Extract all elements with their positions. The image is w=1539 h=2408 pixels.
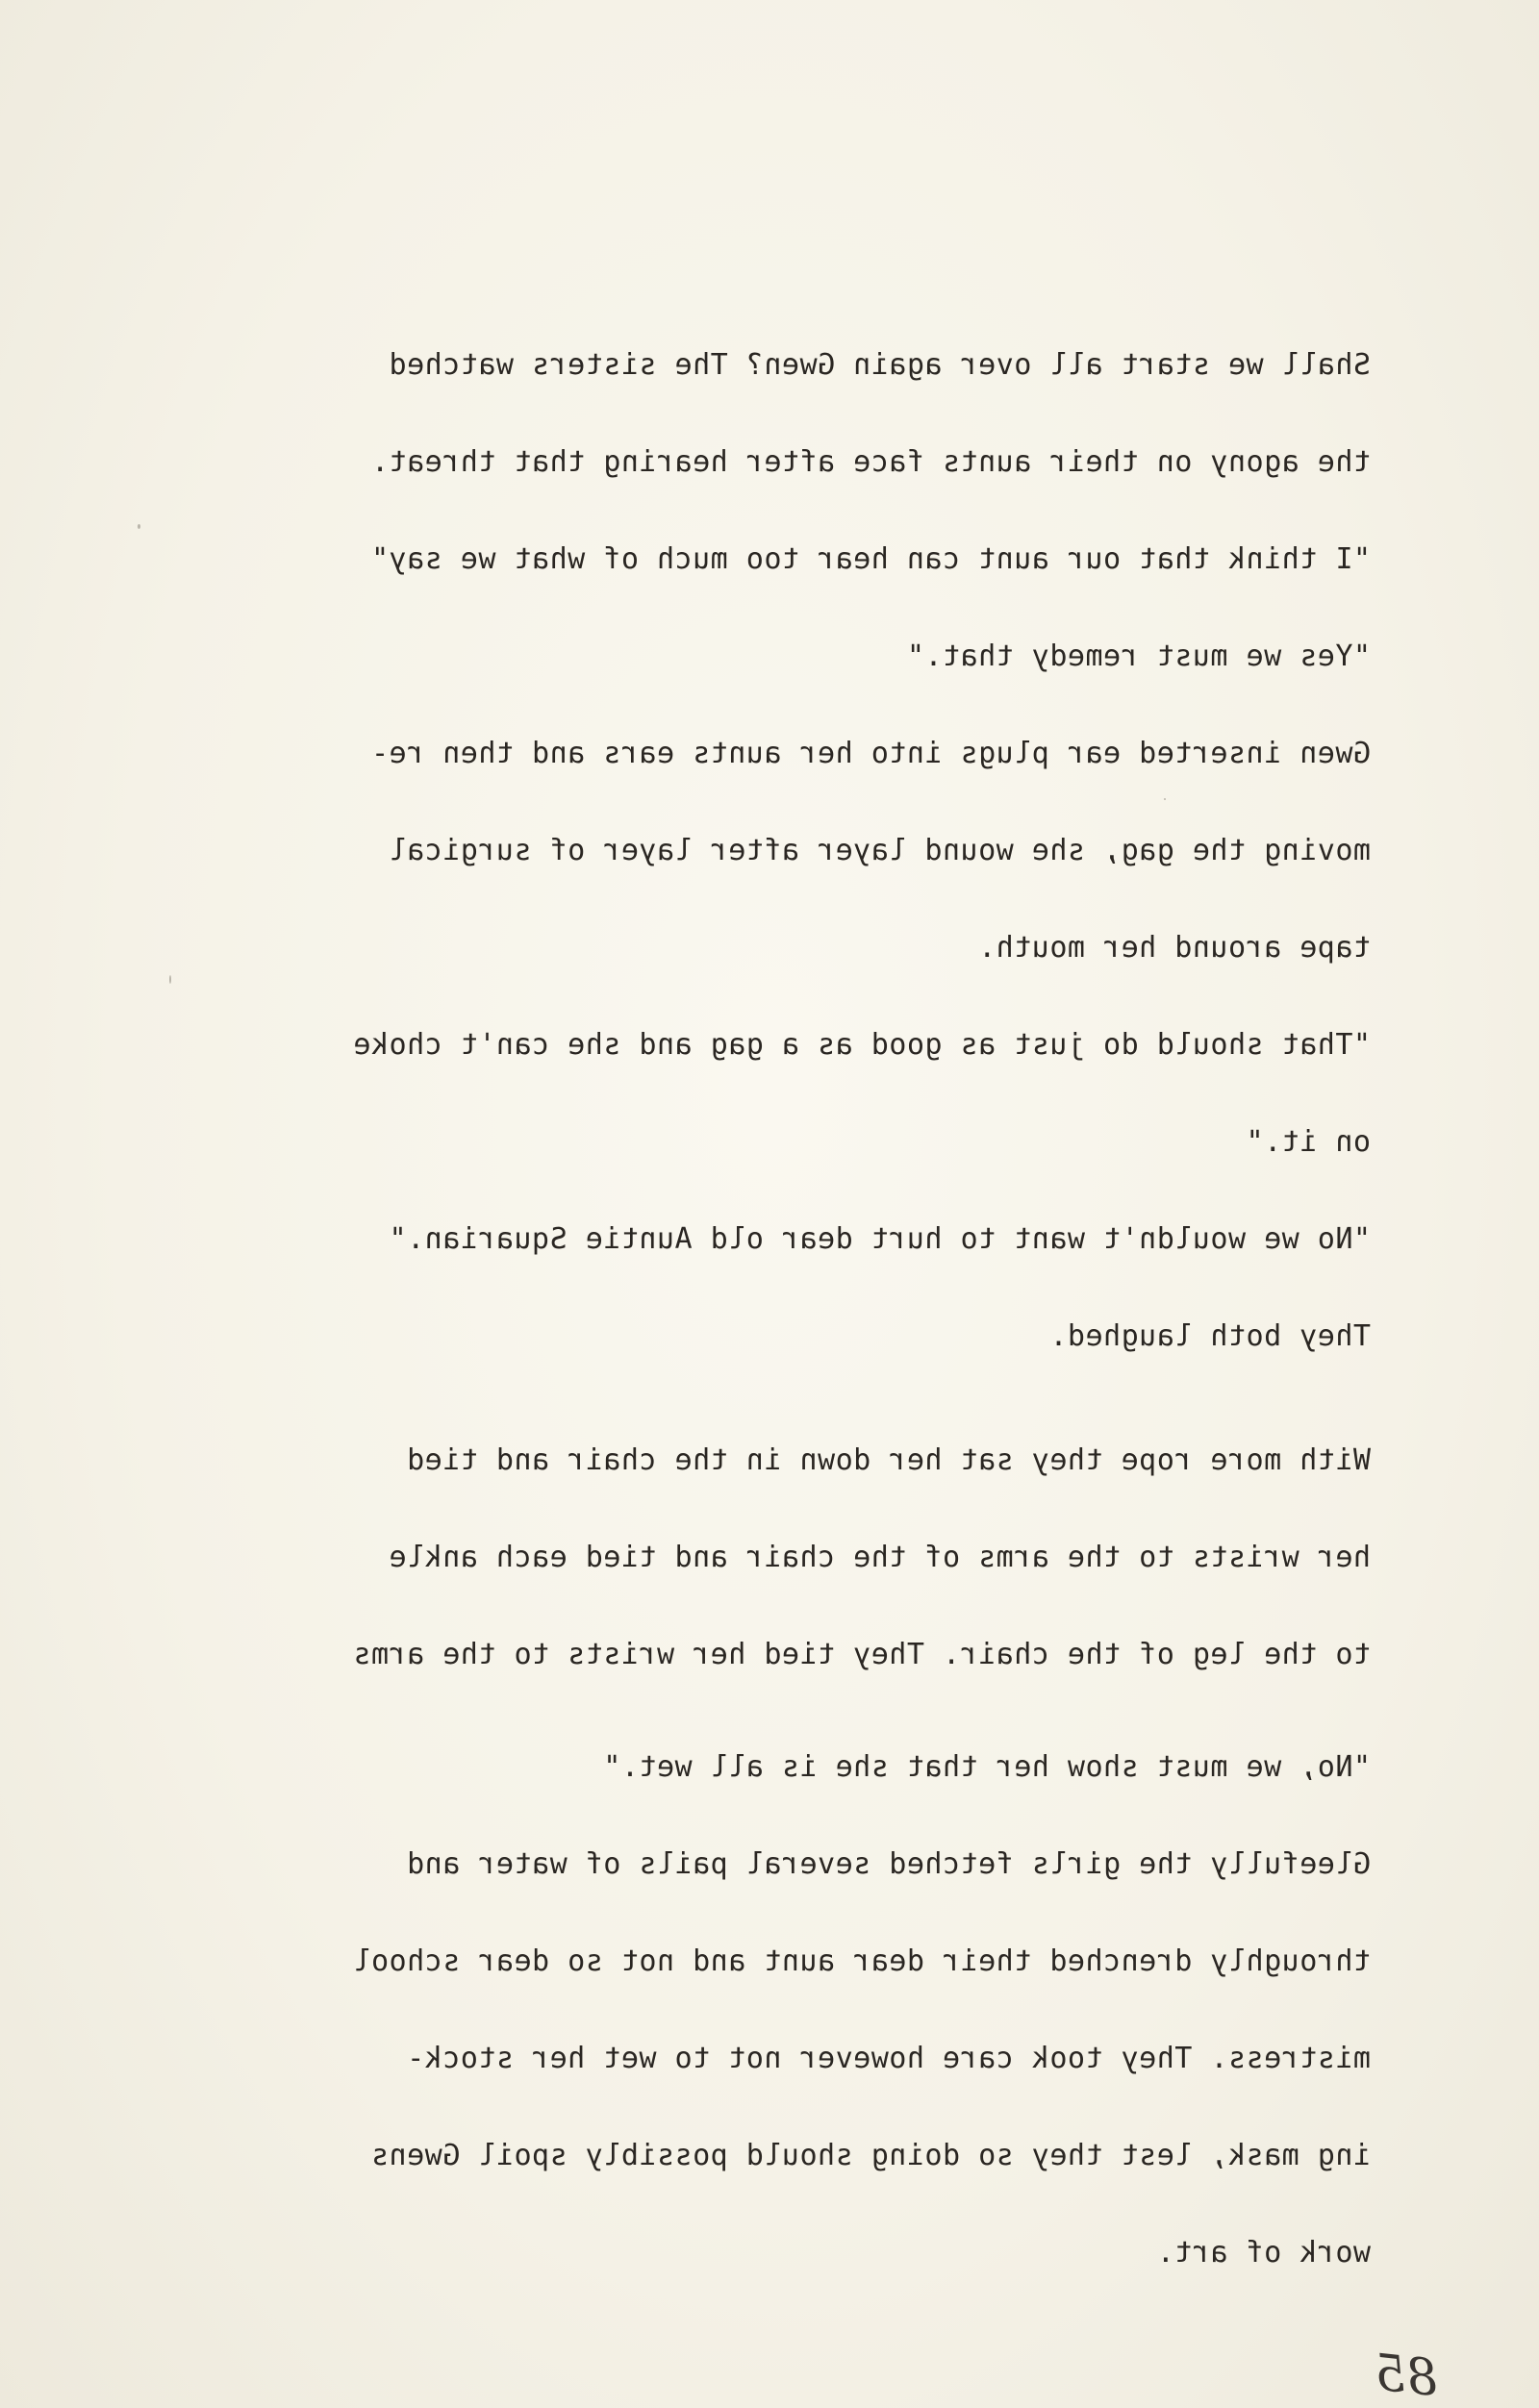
text-line: Gwen inserted ear plugs into her aunts ears and then re- <box>370 737 1371 770</box>
text-line: moving the gag, she wound layer after layer of surgical <box>389 834 1371 867</box>
text-line: work of art. <box>1156 2236 1371 2270</box>
page-number: 85 <box>1371 2344 1441 2408</box>
text-line: "That should do just as good as a gag and she can't choke <box>352 1028 1371 1062</box>
text-line: the agony on their aunts face after hearing that threat. <box>370 445 1371 479</box>
text-line: tape around her mouth. <box>977 931 1371 965</box>
text-line: They both laughed. <box>1048 1319 1371 1353</box>
text-line: on it." <box>1246 1125 1371 1159</box>
typed-text-block <box>168 346 1371 2331</box>
text-line: "I think that our aunt can hear too much of what we say" <box>370 542 1371 576</box>
text-line: mistress. They took care however not to wet her stock- <box>406 2042 1371 2075</box>
text-line: throughly drenched their dear aunt and not so dear school <box>352 1944 1371 1978</box>
text-line: ing mask, lest they so doing should possibly spoil Gwens <box>370 2139 1371 2172</box>
text-line: Shall we start all over again Gwen? The sisters watched <box>389 348 1371 382</box>
text-line: Gleefully the girls fetched several pails of water and <box>406 1847 1371 1881</box>
text-line: "Yes we must remedy that." <box>906 640 1371 673</box>
text-line: "No we wouldn't want to hurt dear old Auntie Squarian." <box>389 1222 1371 1256</box>
text-line: her wrists to the arms of the chair and tied each ankle <box>389 1541 1371 1574</box>
text-line: With more rope they sat her down in the chair and tied <box>406 1443 1371 1477</box>
paper-speck <box>138 524 140 529</box>
text-line: "No, we must show her that she is all wet." <box>602 1750 1371 1784</box>
text-line: to the leg of the chair. They tied her wrists to the arms <box>352 1638 1371 1671</box>
paper-speck <box>169 975 171 984</box>
paper-speck <box>1164 798 1166 800</box>
